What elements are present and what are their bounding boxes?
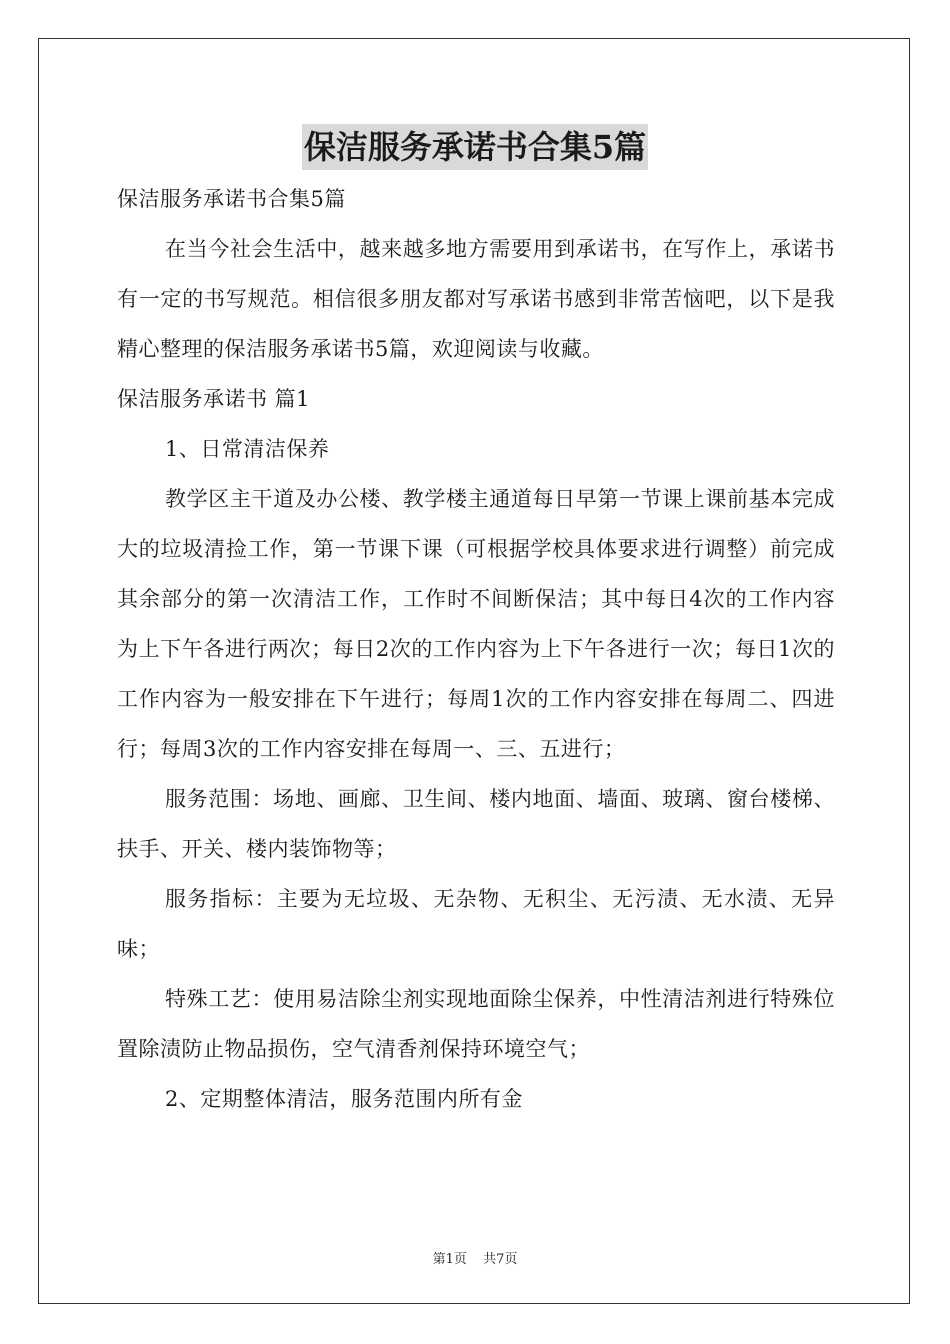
paragraph: 服务指标：主要为无垃圾、无杂物、无积尘、无污渍、无水渍、无异味； bbox=[117, 887, 835, 961]
paragraph: 2、定期整体清洁，服务范围内所有金 bbox=[165, 1087, 523, 1111]
document-body bbox=[117, 174, 835, 1124]
page-footer bbox=[0, 1248, 950, 1267]
page-number: 第1页 bbox=[432, 1252, 467, 1267]
paragraph: 教学区主干道及办公楼、教学楼主通道每日早第一节课上课前基本完成大的垃圾清捡工作，第一节课下课（可根据学校具体要求进行调整）前完成其余部分的第一次清洁工作，工作时不间断保洁；其中每日4次的工作内容为上下午各进行两次；每日2次的工作内容为上下午各进行一次；每日1次的工作内容为一般安排在下午进行；每周1次的工作内容安排在每周二、四进行；每周3次的工作内容安排在每周一、三、五进行； bbox=[117, 487, 835, 761]
document-title-container bbox=[0, 124, 950, 174]
paragraph: 服务范围：场地、画廊、卫生间、楼内地面、墙面、玻璃、窗台楼梯、扶手、开关、楼内装饰物等； bbox=[117, 787, 835, 861]
paragraph: 在当今社会生活中，越来越多地方需要用到承诺书，在写作上，承诺书有一定的书写规范。相信很多朋友都对写承诺书感到非常苦恼吧，以下是我精心整理的保洁服务承诺书5篇，欢迎阅读与收藏。 bbox=[117, 237, 835, 361]
paragraph: 特殊工艺：使用易洁除尘剂实现地面除尘保养，中性清洁剂进行特殊位置除渍防止物品损伤，空气清香剂保持环境空气； bbox=[117, 987, 835, 1061]
document-title: 保洁服务承诺书合集5篇 bbox=[302, 124, 648, 170]
page-total: 共7页 bbox=[483, 1252, 518, 1267]
paragraph: 保洁服务承诺书合集5篇 bbox=[117, 187, 346, 211]
paragraph: 1、日常清洁保养 bbox=[165, 437, 330, 461]
section-heading: 保洁服务承诺书 篇1 bbox=[117, 387, 311, 411]
